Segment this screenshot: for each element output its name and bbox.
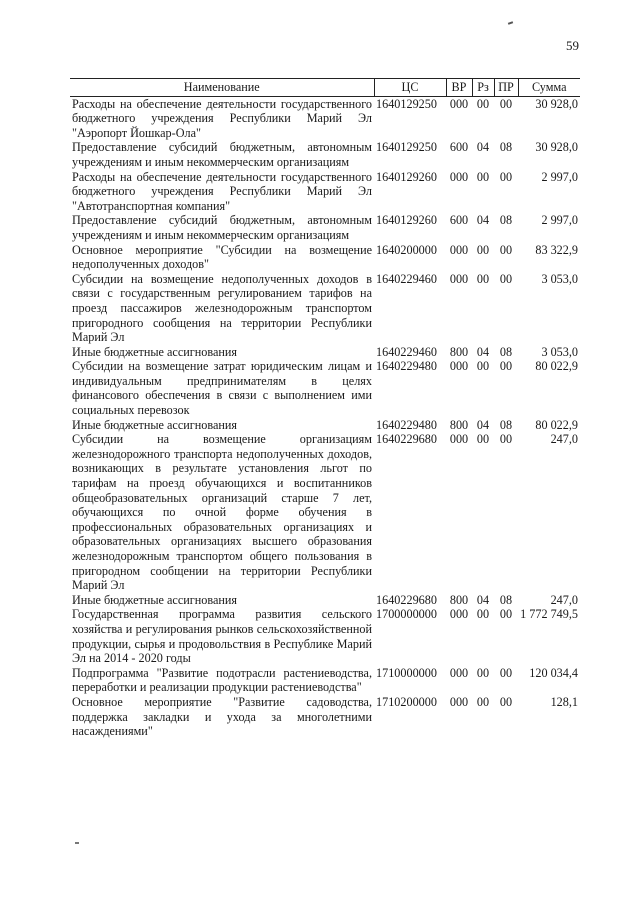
cell-cs: 1700000000	[376, 607, 437, 622]
cell-cs: 1640229480	[376, 417, 437, 432]
cell-pr: 00	[499, 169, 513, 184]
cell-sum: 2 997,0	[541, 213, 578, 228]
table-row	[70, 607, 580, 665]
cell-vr: 000	[449, 665, 469, 680]
cell-pr: 08	[499, 592, 513, 607]
table-row	[70, 593, 580, 608]
header-pr: ПР	[494, 79, 518, 97]
table-row	[70, 96, 580, 140]
header-name: Наименование	[70, 79, 374, 97]
cell-rz: 00	[476, 694, 490, 709]
cell-pr: 08	[499, 213, 513, 228]
cell-name: Субсидии на возмещение недополученных доходов в связи с государственным регулированием тарифов на проезд пассажиров железнодорожным транспортом пригородного сообщения на территории Республики Марий Эл	[72, 271, 372, 345]
cell-pr: 08	[499, 417, 513, 432]
cell-name: Предоставление субсидий бюджетным, автономным учреждениям и иным некоммерческим организациям	[72, 213, 372, 242]
cell-rz: 04	[476, 140, 490, 155]
table-body	[70, 96, 580, 739]
cell-cs: 1640229680	[376, 592, 437, 607]
cell-rz: 00	[476, 96, 490, 111]
cell-vr: 000	[449, 359, 469, 374]
cell-rz: 00	[476, 242, 490, 257]
header-rz: Рз	[472, 79, 494, 97]
cell-sum: 1 772 749,5	[520, 607, 578, 622]
cell-sum: 30 928,0	[535, 140, 578, 155]
cell-sum: 3 053,0	[541, 344, 578, 359]
cell-pr: 08	[499, 140, 513, 155]
cell-pr: 00	[499, 694, 513, 709]
cell-cs: 1640229480	[376, 359, 437, 374]
cell-pr: 00	[499, 432, 513, 447]
cell-sum: 2 997,0	[541, 169, 578, 184]
cell-cs: 1640129260	[376, 213, 437, 228]
cell-rz: 00	[476, 271, 490, 286]
table-row	[70, 666, 580, 695]
budget-table	[70, 78, 580, 739]
cell-vr: 800	[449, 417, 469, 432]
cell-vr: 600	[449, 213, 469, 228]
cell-pr: 00	[499, 665, 513, 680]
cell-pr: 08	[499, 344, 513, 359]
cell-vr: 000	[449, 242, 469, 257]
cell-cs: 1640229460	[376, 344, 437, 359]
cell-rz: 00	[476, 169, 490, 184]
cell-name: Расходы на обеспечение деятельности государственного бюджетного учреждения Республики Марий Эл "Автотранспортная компания"	[72, 169, 372, 213]
cell-pr: 00	[499, 242, 513, 257]
cell-sum: 120 034,4	[529, 665, 578, 680]
cell-rz: 00	[476, 432, 490, 447]
cell-cs: 1710000000	[376, 665, 437, 680]
cell-name: Иные бюджетные ассигнования	[72, 417, 238, 432]
table-row	[70, 272, 580, 345]
cell-rz: 00	[476, 607, 490, 622]
cell-sum: 80 022,9	[535, 359, 578, 374]
table-header-row	[70, 79, 580, 97]
cell-sum: 80 022,9	[535, 417, 578, 432]
cell-pr: 00	[499, 271, 513, 286]
scan-mark	[508, 21, 513, 25]
cell-sum: 128,1	[550, 694, 578, 709]
cell-name: Субсидии на возмещение затрат юридическим лицам и индивидуальным предпринимателям в целях финансового обеспечения в связи с выполнением ими социальных перевозок	[72, 359, 372, 418]
cell-rz: 04	[476, 213, 490, 228]
cell-cs: 1710200000	[376, 694, 437, 709]
cell-vr: 800	[449, 344, 469, 359]
header-sum: Сумма	[518, 79, 580, 97]
cell-vr: 000	[449, 607, 469, 622]
cell-cs: 1640229680	[376, 432, 437, 447]
cell-pr: 00	[499, 96, 513, 111]
cell-cs: 1640229460	[376, 271, 437, 286]
cell-sum: 83 322,9	[535, 242, 578, 257]
table-row	[70, 243, 580, 272]
cell-cs: 1640129260	[376, 169, 437, 184]
table-row	[70, 359, 580, 417]
cell-vr: 000	[449, 271, 469, 286]
cell-rz: 04	[476, 344, 490, 359]
cell-rz: 04	[476, 592, 490, 607]
table-row	[70, 170, 580, 214]
cell-cs: 1640129250	[376, 96, 437, 111]
cell-vr: 000	[449, 96, 469, 111]
cell-sum: 30 928,0	[535, 96, 578, 111]
cell-pr: 00	[499, 359, 513, 374]
table-row	[70, 418, 580, 433]
cell-rz: 00	[476, 359, 490, 374]
cell-name: Иные бюджетные ассигнования	[72, 592, 238, 607]
page-number: 59	[566, 38, 579, 53]
cell-name: Государственная программа развития сельского хозяйства и регулирования рынков сельскохозяйственной продукции, сырья и продовольствия в Республике Марий Эл на 2014 - 2020 годы	[72, 607, 372, 666]
header-vr: ВР	[446, 79, 472, 97]
cell-sum: 3 053,0	[541, 271, 578, 286]
cell-vr: 800	[449, 592, 469, 607]
table-row	[70, 140, 580, 169]
cell-rz: 00	[476, 665, 490, 680]
cell-name: Основное мероприятие "Развитие садоводства, поддержка закладки и ухода за многолетними насаждениями"	[72, 694, 372, 739]
cell-cs: 1640200000	[376, 242, 437, 257]
cell-sum: 247,0	[550, 592, 578, 607]
cell-name: Основное мероприятие "Субсидии на возмещение недополученных доходов"	[72, 242, 372, 272]
cell-vr: 000	[449, 694, 469, 709]
cell-vr: 000	[449, 432, 469, 447]
cell-name: Предоставление субсидий бюджетным, автономным учреждениям и иным некоммерческим организациям	[72, 140, 372, 169]
table-row	[70, 345, 580, 360]
header-cs: ЦС	[374, 79, 446, 97]
table-row	[70, 432, 580, 593]
table-row	[70, 695, 580, 739]
cell-name: Расходы на обеспечение деятельности государственного бюджетного учреждения Республики Марий Эл "Аэропорт Йошкар-Ола"	[72, 96, 372, 140]
scan-mark	[75, 842, 79, 844]
cell-rz: 04	[476, 417, 490, 432]
cell-pr: 00	[499, 607, 513, 622]
cell-name: Подпрограмма "Развитие подотрасли растениеводства, переработки и реализации продукции растениеводства"	[72, 665, 372, 695]
table-row	[70, 213, 580, 242]
cell-vr: 600	[449, 140, 469, 155]
cell-vr: 000	[449, 169, 469, 184]
cell-name: Иные бюджетные ассигнования	[72, 344, 238, 359]
cell-sum: 247,0	[550, 432, 578, 447]
cell-cs: 1640129250	[376, 140, 437, 155]
cell-name: Субсидии на возмещение организациям железнодорожного транспорта недополученных доходов, возникающих в результате установления льгот по тарифам на проезд обучающихся и воспитанников общеобразовательных организаций старше 7 лет, обучающихся по очной форме обучения в профессиональных образовательных организациях и образовательных организациях высшего образования железнодорожным транспортом общего пользования в пригородном сообщении на территории Республики Марий Эл	[72, 432, 372, 593]
